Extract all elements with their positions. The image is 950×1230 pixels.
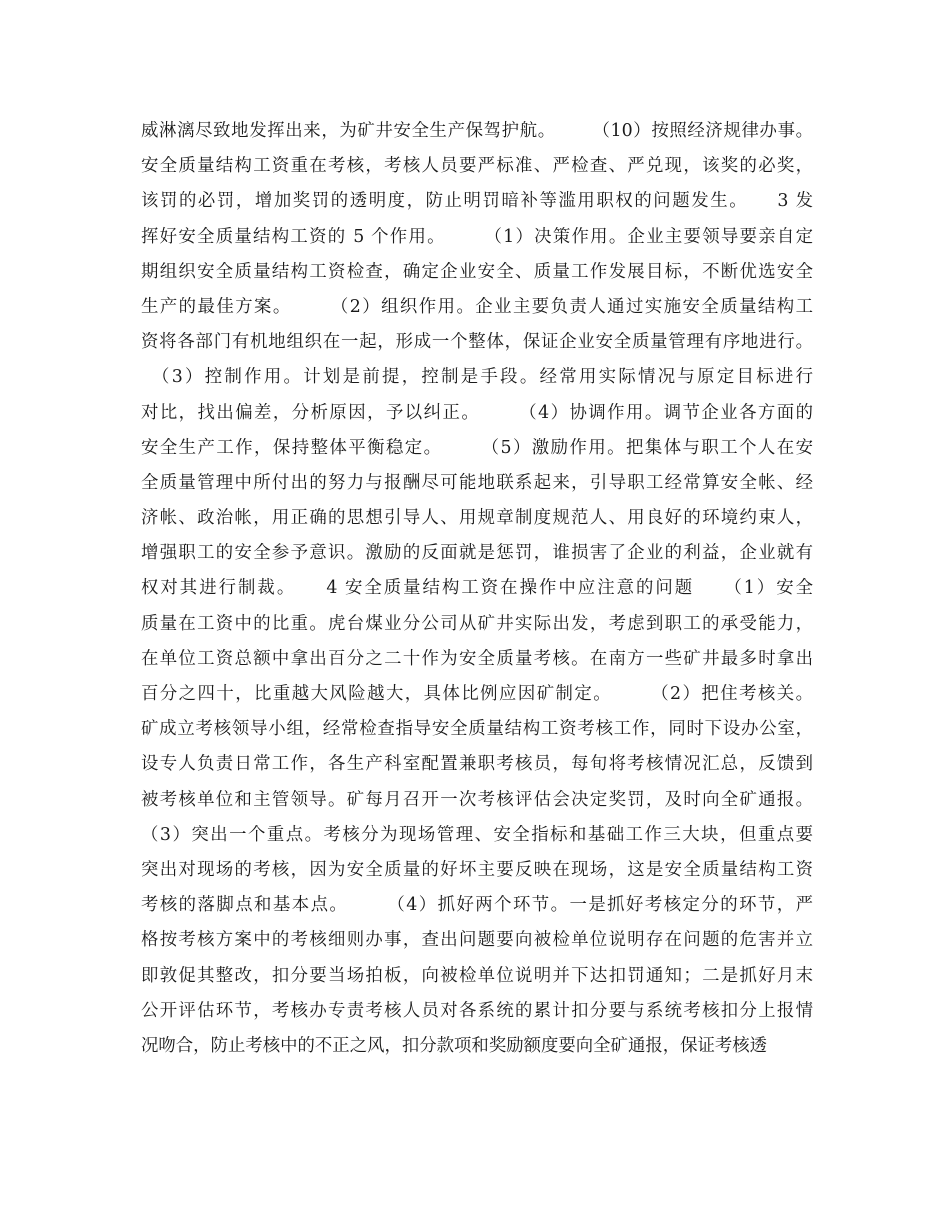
text-line: 济帐、政治帐，用正确的思想引导人、用规章制度规范人、用良好的环境约束人， [141,508,813,529]
text-line: 考核的落脚点和基本点。 （4）抓好两个环节。一是抓好考核定分的环节，严 [141,895,813,916]
text-line: 即敦促其整改，扣分要当场拍板，向被检单位说明并下达扣罚通知；二是抓好月末 [141,965,813,986]
text-line: 被考核单位和主管领导。矿每月召开一次考核评估会决定奖罚，及时向全矿通报。 [141,789,813,810]
text-line: 况吻合，防止考核中的不正之风，扣分款项和奖励额度要向全矿通报，保证考核透 [141,1035,768,1056]
text-line: 在单位工资总额中拿出百分之二十作为安全质量考核。在南方一些矿井最多时拿出 [141,648,813,669]
text-line: 该罚的必罚，增加奖罚的透明度，防止明罚暗补等滥用职权的问题发生。 3 发 [141,191,813,212]
text-line: 百分之四十，比重越大风险越大，具体比例应因矿制定。 （2）把住考核关。 [141,684,813,704]
text-line: 威淋漓尽致地发挥出来，为矿井安全生产保驾护航。 （10）按照经济规律办事。 [141,121,813,141]
text-line: （3）突出一个重点。考核分为现场管理、安全指标和基础工作三大块，但重点要 [141,824,813,845]
text-line: 挥好安全质量结构工资的 5 个作用。 （1）决策作用。企业主要领导要亲自定 [141,226,813,247]
text-line: 突出对现场的考核，因为安全质量的好坏主要反映在现场，这是安全质量结构工资 [141,859,813,880]
text-line: 期组织安全质量结构工资检查，确定企业安全、质量工作发展目标，不断优选安全 [141,261,813,282]
text-line: 质量在工资中的比重。虎台煤业分公司从矿井实际出发，考虑到职工的承受能力， [141,613,813,634]
text-line: 格按考核方案中的考核细则办事，查出问题要向被检单位说明存在问题的危害并立 [141,930,813,951]
text-line: 全质量管理中所付出的努力与报酬尽可能地联系起来，引导职工经常算安全帐、经 [141,472,813,493]
text-line: 资将各部门有机地组织在一起，形成一个整体，保证企业安全质量管理有序地进行。 [141,332,813,353]
text-line: 矿成立考核领导小组，经常检查指导安全质量结构工资考核工作，同时下设办公室， [141,719,813,740]
text-line: 对比，找出偏差，分析原因，予以纠正。 （4）协调作用。调节企业各方面的 [141,402,813,423]
text-line: 公开评估环节，考核办专责考核人员对各系统的累计扣分要与系统考核扣分上报情 [141,1000,813,1021]
text-line: 权对其进行制裁。 4 安全质量结构工资在操作中应注意的问题 （1）安全 [141,578,813,599]
text-line: 设专人负责日常工作，各生产科室配置兼职考核员，每旬将考核情况汇总，反馈到 [141,754,813,775]
text-line: 增强职工的安全参予意识。激励的反面就是惩罚，谁损害了企业的利益，企业就有 [141,543,813,564]
text-line: （3）控制作用。计划是前提，控制是手段。经常用实际情况与原定目标进行 [141,367,813,388]
text-line: 安全生产工作，保持整体平衡稳定。 （5）激励作用。把集体与职工个人在安 [141,437,813,458]
body-text [141,114,813,1064]
text-line: 安全质量结构工资重在考核，考核人员要严标准、严检查、严兑现，该奖的必奖， [141,156,813,177]
text-line: 生产的最佳方案。 （2）组织作用。企业主要负责人通过实施安全质量结构工 [141,296,813,317]
